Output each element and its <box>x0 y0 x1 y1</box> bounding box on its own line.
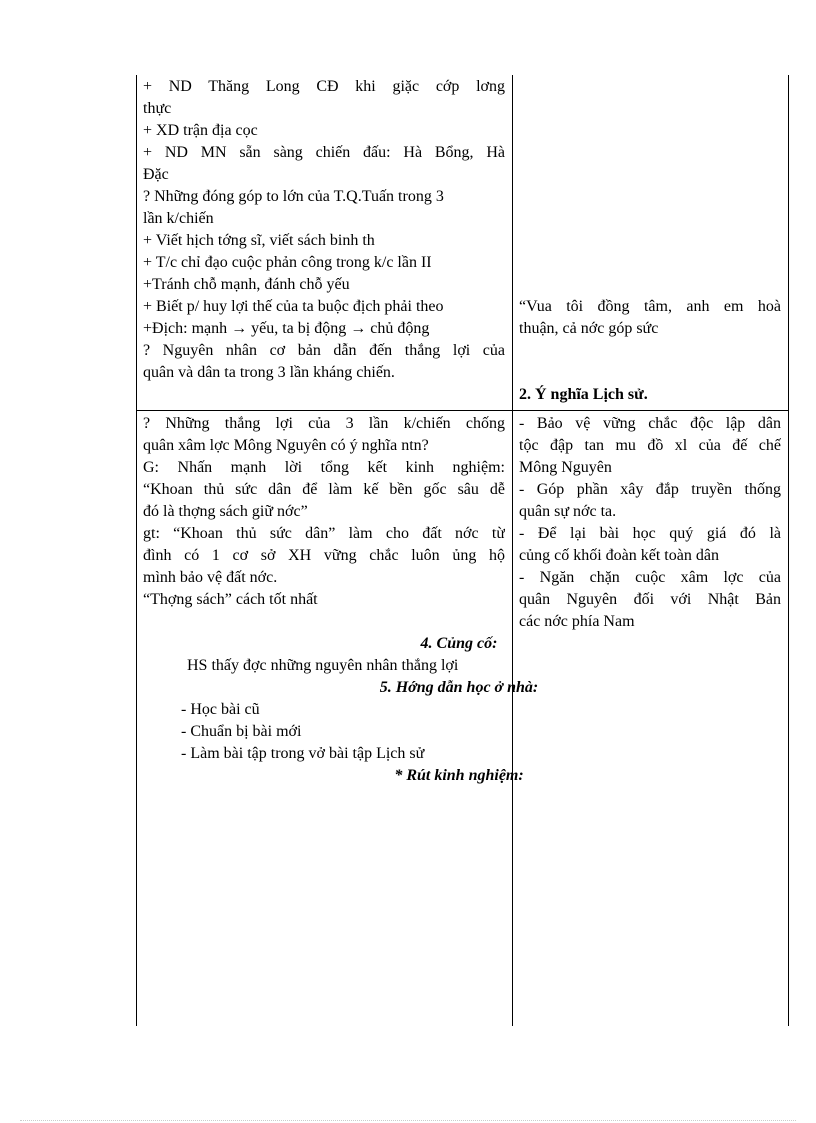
homework-item: - Chuẩn bị bài mới <box>181 723 302 740</box>
left-line: G: Nhấn mạnh lời tổng kết kinh nghiệm: <box>143 459 505 476</box>
table-column-divider <box>512 75 513 1026</box>
left-line: ? Những đóng góp to lớn của T.Q.Tuấn trong 3 <box>143 188 444 205</box>
left-line: +Tránh chỗ mạnh, đánh chỗ yếu <box>143 276 350 293</box>
left-line: ? Nguyên nhân cơ bản dẫn đến thắng lợi của <box>143 342 505 359</box>
homework-item: - Làm bài tập trong vở bài tập Lịch sử <box>181 745 425 762</box>
left-line: + ND Thăng Long CĐ khi giặc cớp lơng <box>143 78 505 95</box>
right-line: - Góp phần xây đắp truyền thống <box>519 481 781 498</box>
right-line: củng cố khối đoàn kết toàn dân <box>519 547 719 564</box>
left-line: “Thợng sách” cách tốt nhất <box>143 591 318 608</box>
left-line: quân và dân ta trong 3 lần kháng chiến. <box>143 364 395 381</box>
left-line: gt: “Khoan thủ sức dân” làm cho đất nớc từ <box>143 525 505 542</box>
left-row-divider <box>136 410 513 411</box>
left-line: đó là thợng sách giữ nớc” <box>143 503 308 520</box>
left-line: + Biết p/ huy lợi thế của ta buộc địch phải theo <box>143 298 444 315</box>
homework-item: - Học bài cũ <box>181 701 260 718</box>
left-line: đình có 1 cơ sở XH vững chắc luôn ủng hộ <box>143 547 505 564</box>
left-line: + T/c chỉ đạo cuộc phản công trong k/c lần II <box>143 254 432 271</box>
right-quote-line: thuận, cả nớc góp sức <box>519 320 659 337</box>
section-heading-significance: 2. Ý nghĩa Lịch sử. <box>519 386 648 403</box>
right-line: tộc đập tan mu đồ xl của đế chế <box>519 437 781 454</box>
consolidation-text: HS thấy đợc những nguyên nhân thắng lợi <box>187 657 459 674</box>
left-line: Đặc <box>143 166 169 183</box>
left-line: + ND MN sẵn sàng chiến đấu: Hà Bổng, Hà <box>143 144 505 161</box>
table-right-border <box>788 75 789 1026</box>
experience-heading: * Rút kinh nghiệm: <box>394 767 524 784</box>
right-line: - Bảo vệ vững chắc độc lập dân <box>519 415 781 432</box>
left-line: ? Những thắng lợi của 3 lần k/chiến chống <box>143 415 505 432</box>
left-line: + XD trận địa cọc <box>143 122 258 139</box>
left-line: thực <box>143 100 172 117</box>
right-quote-line: “Vua tôi đồng tâm, anh em hoà <box>519 298 781 315</box>
right-line: Mông Nguyên <box>519 459 612 476</box>
left-line: + Viết hịch tớng sĩ, viết sách binh th <box>143 232 375 249</box>
right-line: quân Nguyên đối với Nhật Bản <box>519 591 781 608</box>
right-line: các nớc phía Nam <box>519 613 635 630</box>
left-line: lần k/chiến <box>143 210 214 227</box>
consolidation-heading: 4. Củng cố: <box>420 635 498 652</box>
right-line: - Ngăn chặn cuộc xâm lợc của <box>519 569 781 586</box>
page-bottom-divider <box>20 1120 796 1121</box>
table-left-border <box>136 75 137 1026</box>
right-line: - Để lại bài học quý giá đó là <box>519 525 781 542</box>
left-line: quân xâm lợc Mông Nguyên có ý nghĩa ntn? <box>143 437 429 454</box>
left-line: “Khoan thủ sức dân để làm kế bền gốc sâu dễ <box>143 481 505 498</box>
left-line: mình bảo vệ đất nớc. <box>143 569 278 586</box>
homework-heading: 5. Hớng dẫn học ở nhà: <box>379 679 539 696</box>
right-line: quân sự nớc ta. <box>519 503 617 520</box>
left-line: +Địch: mạnh → yếu, ta bị động → chủ động <box>143 320 430 337</box>
right-row-divider <box>512 410 789 411</box>
